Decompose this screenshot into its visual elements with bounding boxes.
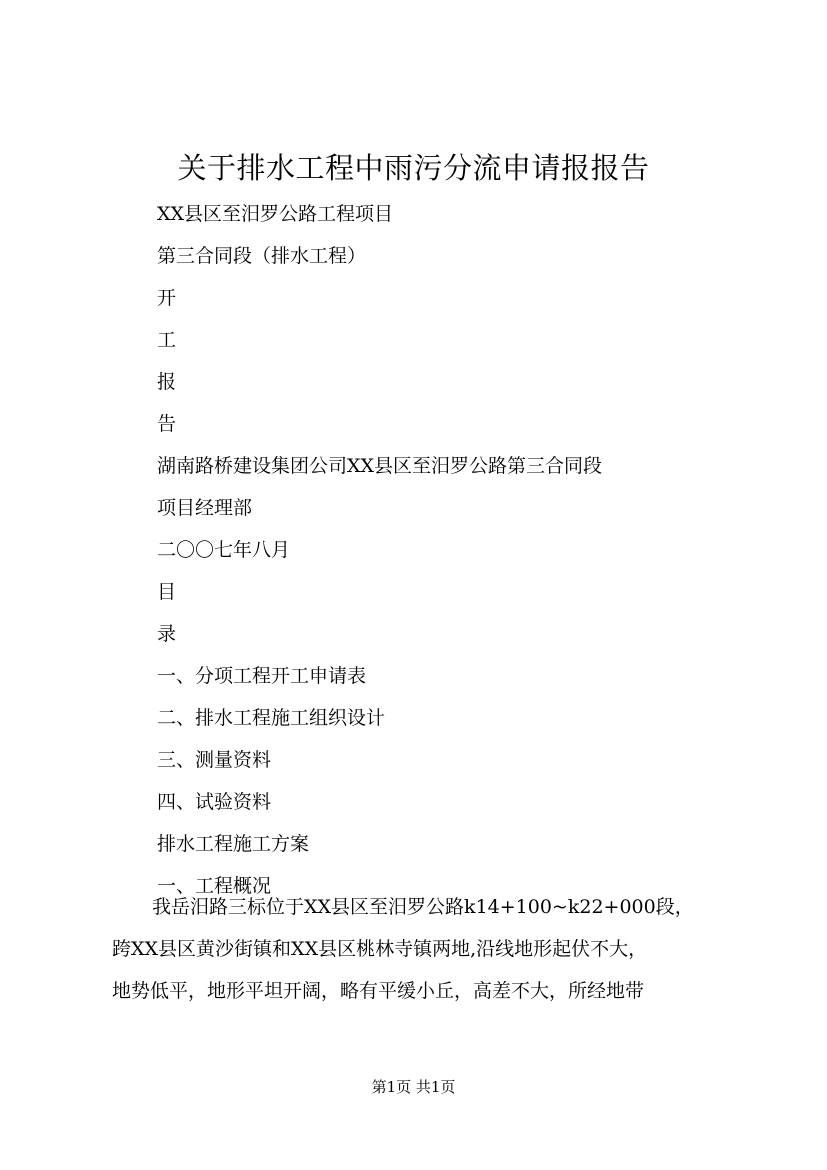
paragraph-line: 跨XX县区黄沙街镇和XX县区桃林寺镇两地,沿线地形起伏不大， bbox=[112, 938, 648, 960]
text-line: 报 bbox=[157, 371, 177, 393]
text-line: 录 bbox=[157, 623, 177, 645]
section-heading: 一、工程概况 bbox=[157, 875, 272, 897]
text-line: 第三合同段（排水工程） bbox=[157, 245, 367, 267]
document-title: 关于排水工程中雨污分流申请报报告 bbox=[177, 151, 650, 185]
body-paragraph bbox=[112, 886, 752, 1012]
text-line: 湖南路桥建设集团公司XX县区至汨罗公路第三合同段 bbox=[157, 455, 603, 477]
toc-item: 四、试验资料 bbox=[157, 791, 272, 813]
text-line: 项目经理部 bbox=[157, 497, 253, 519]
text-line: 开 bbox=[157, 287, 177, 309]
toc-item: 一、分项工程开工申请表 bbox=[157, 665, 367, 687]
toc-item: 二、排水工程施工组织设计 bbox=[157, 707, 386, 729]
paragraph-line: 地势低平，地形平坦开阔，略有平缓小丘，高差不大，所经地带 bbox=[112, 980, 645, 1002]
text-line: 告 bbox=[157, 413, 177, 435]
text-line: 工 bbox=[157, 329, 177, 351]
paragraph-line: 我岳汨路三标位于XX县区至汨罗公路k14+100~k22+000段， bbox=[152, 896, 694, 918]
document-lines bbox=[157, 193, 757, 907]
text-line: XX县区至汨罗公路工程项目 bbox=[157, 203, 394, 225]
page-footer: 第1页 共1页 bbox=[371, 1078, 456, 1096]
text-line: 目 bbox=[157, 581, 177, 603]
text-line: 二〇〇七年八月 bbox=[157, 539, 291, 561]
section-heading: 排水工程施工方案 bbox=[157, 833, 310, 855]
toc-item: 三、测量资料 bbox=[157, 749, 272, 771]
